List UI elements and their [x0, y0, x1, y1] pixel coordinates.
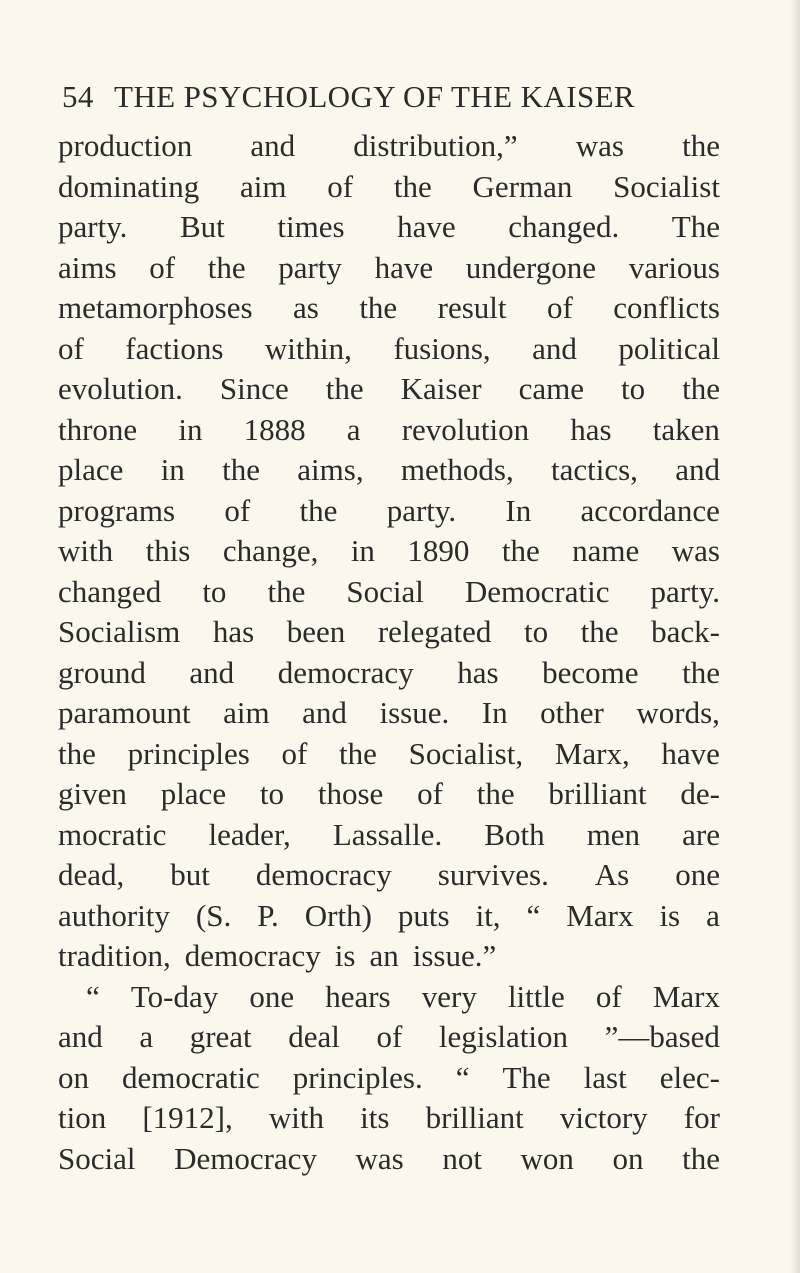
text-line-3	[58, 207, 720, 248]
body-text	[58, 126, 720, 1179]
word: the	[207, 249, 246, 285]
text-line-16	[58, 734, 720, 775]
word: and	[189, 654, 235, 690]
word: factions	[125, 330, 224, 366]
word: Kaiser	[400, 371, 482, 406]
word: dominating	[58, 168, 200, 204]
word: Both	[484, 816, 545, 852]
word: the	[476, 776, 515, 811]
word: tactics,	[551, 452, 638, 487]
word: the	[359, 290, 398, 325]
word: party.	[58, 209, 128, 244]
word: have	[661, 735, 720, 771]
word: of	[58, 330, 84, 366]
word: deal	[288, 1019, 340, 1054]
word: victory	[559, 1100, 648, 1135]
text-line-26	[58, 1139, 720, 1180]
word: To-day	[130, 978, 219, 1014]
word: German	[472, 168, 573, 204]
word: its	[360, 1100, 390, 1135]
word: As	[594, 857, 630, 892]
word: become	[542, 654, 639, 690]
word: methods,	[400, 452, 514, 487]
page-number: 54	[62, 79, 94, 114]
word: the	[682, 371, 720, 406]
word: hears	[325, 978, 391, 1014]
word: revolution	[401, 411, 530, 447]
word: aims,	[297, 452, 364, 487]
word: party.	[650, 573, 720, 609]
word: won	[520, 1140, 574, 1176]
word: various	[628, 249, 720, 285]
word: paramount	[58, 695, 191, 730]
word: Since	[219, 371, 289, 406]
text-line-4	[58, 248, 720, 289]
word: issue.”	[412, 938, 497, 973]
text-line-25	[58, 1098, 720, 1139]
text-line-15	[58, 693, 720, 734]
word: was	[671, 533, 720, 568]
word: Social	[346, 573, 424, 609]
word: change,	[222, 533, 319, 568]
word: conflicts	[613, 290, 720, 325]
word: of	[376, 1019, 403, 1054]
word: puts	[397, 897, 450, 933]
word: in	[178, 411, 203, 447]
word: the	[325, 371, 364, 406]
text-line-24	[58, 1058, 720, 1099]
word: back-	[651, 614, 720, 649]
word: [1912],	[142, 1100, 233, 1135]
text-line-21	[58, 936, 720, 977]
word: those	[317, 776, 384, 811]
word: to	[259, 776, 285, 811]
word: metamorphoses	[58, 290, 253, 325]
word: programs	[58, 492, 176, 528]
word: has	[212, 614, 255, 649]
word: production	[58, 128, 193, 163]
word: not	[442, 1140, 482, 1176]
word: Social	[58, 1140, 136, 1176]
word: words,	[636, 695, 720, 730]
word: have	[374, 249, 434, 285]
word: principles.	[292, 1059, 423, 1095]
word: within,	[264, 330, 352, 366]
word: ”—based	[604, 1019, 720, 1054]
word: In	[481, 695, 508, 730]
word: accordance	[580, 492, 720, 528]
word: place	[58, 452, 124, 487]
word: aims	[58, 249, 117, 285]
word: But	[180, 209, 225, 244]
text-line-7	[58, 369, 720, 410]
word: of	[281, 735, 308, 771]
word: given	[58, 776, 127, 811]
word: to	[620, 371, 646, 406]
word: of	[546, 290, 573, 325]
word: aim	[223, 695, 270, 730]
word: last	[583, 1059, 627, 1095]
word: was	[355, 1140, 404, 1176]
word: evolution.	[58, 371, 183, 406]
text-line-1	[58, 126, 720, 167]
word: came	[518, 371, 584, 406]
word: times	[277, 209, 345, 244]
word: mocratic	[58, 816, 167, 852]
word: of	[417, 776, 443, 811]
word: to	[202, 573, 227, 609]
word: other	[540, 695, 604, 730]
word: authority	[58, 897, 170, 933]
word: of	[595, 978, 622, 1014]
word: the	[58, 735, 96, 771]
word: name	[572, 533, 640, 568]
word: throne	[58, 411, 138, 447]
text-line-11	[58, 531, 720, 572]
text-line-6	[58, 329, 720, 370]
word: very	[421, 978, 477, 1014]
word: on	[612, 1140, 644, 1176]
word: the	[339, 735, 377, 771]
word: but	[170, 857, 210, 892]
word: has	[570, 411, 612, 447]
word: one	[249, 978, 295, 1014]
word: Socialist,	[408, 735, 524, 771]
running-head	[62, 80, 722, 114]
word: de-	[680, 776, 720, 811]
text-line-5	[58, 288, 720, 329]
word: democracy	[184, 938, 321, 973]
text-line-22	[58, 977, 720, 1018]
word: P.	[257, 897, 279, 933]
word: this	[145, 533, 191, 568]
word: the	[580, 614, 619, 649]
word: democracy	[255, 857, 392, 892]
word: changed	[58, 573, 162, 609]
word: Socialist	[613, 168, 720, 204]
text-line-20	[58, 896, 720, 937]
word: Marx	[652, 978, 720, 1014]
word: fusions,	[393, 330, 491, 366]
word: 1890	[407, 533, 470, 568]
word: as	[293, 290, 319, 325]
word: on	[58, 1059, 89, 1095]
text-line-19	[58, 855, 720, 896]
word: a	[706, 897, 720, 933]
word: Marx,	[554, 735, 630, 771]
word: and	[302, 695, 347, 730]
word: 1888	[243, 411, 306, 447]
word: In	[505, 492, 532, 528]
word: men	[586, 816, 641, 852]
word: dead,	[58, 857, 125, 892]
word: and	[58, 1019, 103, 1054]
word: Lassalle.	[332, 816, 443, 852]
word: (S.	[195, 897, 232, 933]
word: of	[149, 249, 176, 285]
word: taken	[652, 411, 720, 447]
word: and	[250, 128, 296, 163]
word: the	[299, 492, 338, 528]
word: place	[160, 776, 227, 811]
word: brilliant	[548, 776, 647, 811]
word: the	[267, 573, 306, 609]
word: the	[393, 168, 432, 204]
word: Marx	[566, 897, 634, 933]
word: an	[369, 938, 399, 973]
word: little	[507, 978, 565, 1014]
word: and	[675, 452, 720, 487]
word: a	[346, 411, 361, 447]
word: in	[160, 452, 185, 487]
word: survives.	[437, 857, 549, 892]
word: great	[189, 1019, 252, 1054]
word: legislation	[438, 1019, 569, 1054]
word: The	[671, 209, 720, 244]
word: ground	[58, 654, 146, 690]
word: of	[327, 168, 354, 204]
word: relegated	[377, 614, 492, 649]
word: to	[523, 614, 549, 649]
word: with	[268, 1100, 325, 1135]
text-line-8	[58, 410, 720, 451]
word: is	[334, 938, 356, 973]
text-line-17	[58, 774, 720, 815]
text-line-18	[58, 815, 720, 856]
word: one	[675, 857, 720, 892]
word: brilliant	[425, 1100, 524, 1135]
page-edge-shadow	[790, 0, 800, 1273]
word: Democracy	[174, 1140, 317, 1176]
text-line-12	[58, 572, 720, 613]
word: distribution,”	[353, 128, 518, 163]
word: The	[502, 1059, 551, 1095]
word: and	[532, 330, 577, 366]
word: it,	[475, 897, 501, 933]
word: elec-	[659, 1059, 720, 1095]
text-line-23	[58, 1017, 720, 1058]
text-line-14	[58, 653, 720, 694]
word: aim	[240, 168, 287, 204]
word: political	[618, 330, 720, 366]
word: with	[58, 533, 114, 568]
word: “	[455, 1059, 470, 1095]
word: party	[278, 249, 342, 285]
text-line-10	[58, 491, 720, 532]
running-title: THE PSYCHOLOGY OF THE KAISER	[114, 79, 636, 114]
word: issue.	[379, 695, 450, 730]
word: Democratic	[464, 573, 610, 609]
text-line-2	[58, 167, 720, 208]
word: “	[526, 897, 541, 933]
word: “	[86, 978, 100, 1014]
word: democratic	[122, 1059, 260, 1095]
word: the	[682, 654, 720, 690]
word: principles	[127, 735, 250, 771]
word: party.	[386, 492, 457, 528]
word: democracy	[277, 654, 414, 690]
word: Orth)	[304, 897, 372, 933]
word: been	[286, 614, 346, 649]
word: undergone	[465, 249, 597, 285]
text-line-13	[58, 612, 720, 653]
word: of	[224, 492, 251, 528]
word: the	[501, 533, 540, 568]
word: tradition,	[58, 938, 171, 973]
word: have	[397, 209, 456, 244]
word: the	[682, 1140, 720, 1176]
word: changed.	[508, 209, 620, 244]
word: leader,	[208, 816, 291, 852]
word: a	[139, 1019, 154, 1054]
word: Socialism	[58, 614, 181, 649]
word: result	[437, 290, 507, 325]
word: for	[683, 1100, 720, 1135]
word: has	[457, 654, 499, 690]
word: the	[682, 128, 720, 163]
word: are	[682, 816, 720, 852]
word: the	[222, 452, 260, 487]
word: tion	[58, 1100, 107, 1135]
word: was	[575, 128, 624, 163]
word: is	[659, 897, 681, 933]
text-line-9	[58, 450, 720, 491]
word: in	[350, 533, 375, 568]
